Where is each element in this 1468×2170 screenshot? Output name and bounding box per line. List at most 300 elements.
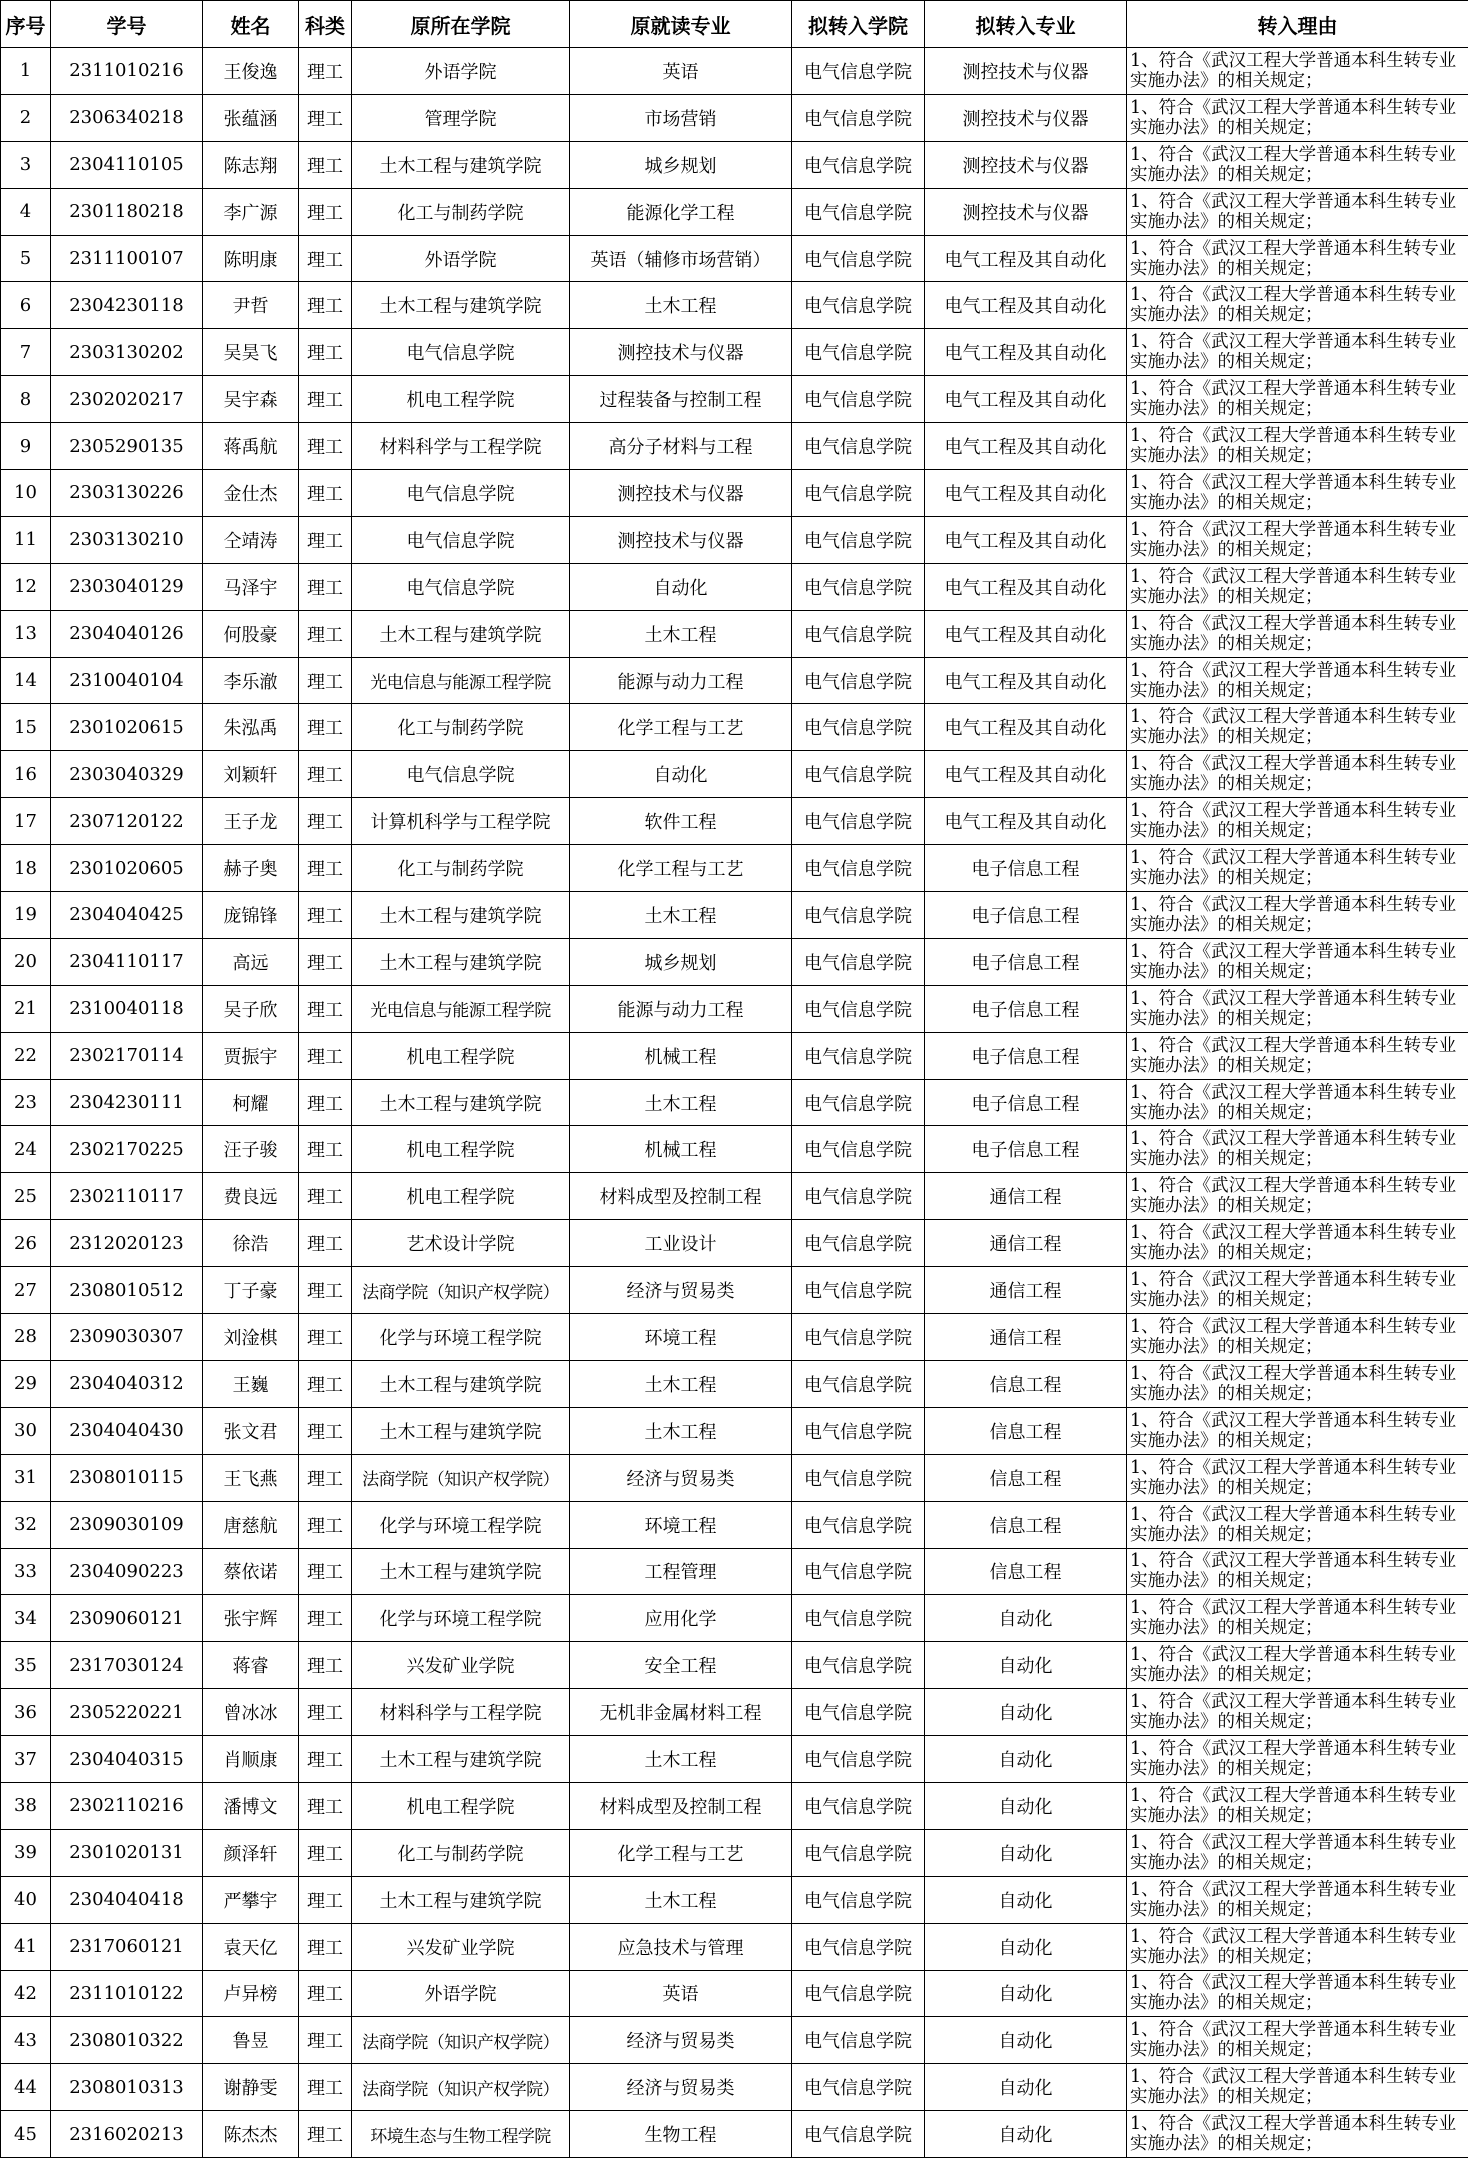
cell-name: 吴昊飞 (203, 329, 299, 376)
cell-to-college: 电气信息学院 (792, 1642, 925, 1689)
cell-category: 理工 (299, 48, 352, 95)
cell-name: 唐慈航 (203, 1501, 299, 1548)
cell-to-major: 电气工程及其自动化 (925, 329, 1127, 376)
cell-from-college: 化工与制药学院 (352, 188, 570, 235)
cell-to-major: 电子信息工程 (925, 938, 1127, 985)
cell-from-college: 土木工程与建筑学院 (352, 1360, 570, 1407)
cell-name: 潘博文 (203, 1782, 299, 1829)
cell-from-college: 外语学院 (352, 1970, 570, 2017)
cell-to-college: 电气信息学院 (792, 1595, 925, 1642)
cell-from-major: 经济与贸易类 (570, 1454, 792, 1501)
cell-reason: 1、符合《武汉工程大学普通本科生转专业实施办法》的相关规定； (1127, 94, 1468, 141)
cell-reason: 1、符合《武汉工程大学普通本科生转专业实施办法》的相关规定； (1127, 563, 1468, 610)
table-row (1, 1454, 1468, 1501)
cell-category: 理工 (299, 329, 352, 376)
cell-from-college: 材料科学与工程学院 (352, 423, 570, 470)
cell-student-id: 2308010322 (51, 2017, 203, 2064)
table-row (1, 845, 1468, 892)
cell-from-college: 法商学院（知识产权学院） (352, 2064, 570, 2111)
header-student-id: 学号 (51, 1, 203, 48)
cell-student-id: 2304110105 (51, 141, 203, 188)
cell-reason: 1、符合《武汉工程大学普通本科生转专业实施办法》的相关规定； (1127, 845, 1468, 892)
cell-reason: 1、符合《武汉工程大学普通本科生转专业实施办法》的相关规定； (1127, 329, 1468, 376)
cell-to-major: 自动化 (925, 1923, 1127, 1970)
cell-category: 理工 (299, 1689, 352, 1736)
cell-from-major: 英语（辅修市场营销） (570, 235, 792, 282)
cell-from-college: 机电工程学院 (352, 376, 570, 423)
table-row (1, 657, 1468, 704)
cell-to-major: 电气工程及其自动化 (925, 798, 1127, 845)
cell-no: 19 (1, 892, 51, 939)
cell-student-id: 2305220221 (51, 1689, 203, 1736)
cell-to-college: 电气信息学院 (792, 329, 925, 376)
cell-reason: 1、符合《武汉工程大学普通本科生转专业实施办法》的相关规定； (1127, 985, 1468, 1032)
cell-student-id: 2311010122 (51, 1970, 203, 2017)
cell-reason: 1、符合《武汉工程大学普通本科生转专业实施办法》的相关规定； (1127, 1454, 1468, 1501)
table-row (1, 704, 1468, 751)
cell-to-major: 电气工程及其自动化 (925, 751, 1127, 798)
cell-to-college: 电气信息学院 (792, 470, 925, 517)
cell-from-major: 土木工程 (570, 610, 792, 657)
cell-from-major: 工业设计 (570, 1220, 792, 1267)
cell-to-college: 电气信息学院 (792, 1454, 925, 1501)
cell-category: 理工 (299, 751, 352, 798)
cell-student-id: 2311100107 (51, 235, 203, 282)
header-from-college: 原所在学院 (352, 1, 570, 48)
cell-no: 2 (1, 94, 51, 141)
cell-from-major: 自动化 (570, 563, 792, 610)
cell-from-major: 应用化学 (570, 1595, 792, 1642)
cell-name: 王俊逸 (203, 48, 299, 95)
table-row (1, 1267, 1468, 1314)
cell-student-id: 2304040126 (51, 610, 203, 657)
cell-from-college: 电气信息学院 (352, 329, 570, 376)
cell-no: 18 (1, 845, 51, 892)
cell-from-college: 化工与制药学院 (352, 704, 570, 751)
cell-from-college: 土木工程与建筑学院 (352, 1407, 570, 1454)
cell-reason: 1、符合《武汉工程大学普通本科生转专业实施办法》的相关规定； (1127, 423, 1468, 470)
cell-from-major: 土木工程 (570, 1736, 792, 1783)
cell-name: 蒋睿 (203, 1642, 299, 1689)
cell-from-major: 材料成型及控制工程 (570, 1173, 792, 1220)
cell-to-major: 信息工程 (925, 1501, 1127, 1548)
cell-student-id: 2306340218 (51, 94, 203, 141)
cell-reason: 1、符合《武汉工程大学普通本科生转专业实施办法》的相关规定； (1127, 235, 1468, 282)
cell-from-college: 材料科学与工程学院 (352, 1689, 570, 1736)
table-row (1, 1829, 1468, 1876)
header-from-major: 原就读专业 (570, 1, 792, 48)
cell-student-id: 2308010512 (51, 1267, 203, 1314)
cell-category: 理工 (299, 563, 352, 610)
cell-category: 理工 (299, 94, 352, 141)
cell-from-college: 兴发矿业学院 (352, 1642, 570, 1689)
cell-from-major: 应急技术与管理 (570, 1923, 792, 1970)
cell-to-college: 电气信息学院 (792, 423, 925, 470)
cell-reason: 1、符合《武汉工程大学普通本科生转专业实施办法》的相关规定； (1127, 1407, 1468, 1454)
cell-to-college: 电气信息学院 (792, 1970, 925, 2017)
cell-to-major: 通信工程 (925, 1220, 1127, 1267)
table-row (1, 985, 1468, 1032)
cell-no: 42 (1, 1970, 51, 2017)
table-row (1, 516, 1468, 563)
cell-category: 理工 (299, 657, 352, 704)
cell-student-id: 2308010115 (51, 1454, 203, 1501)
cell-from-college: 化学与环境工程学院 (352, 1501, 570, 1548)
cell-category: 理工 (299, 1407, 352, 1454)
cell-to-major: 自动化 (925, 1736, 1127, 1783)
table-row (1, 1689, 1468, 1736)
cell-category: 理工 (299, 1642, 352, 1689)
cell-to-college: 电气信息学院 (792, 1173, 925, 1220)
cell-to-college: 电气信息学院 (792, 1360, 925, 1407)
cell-reason: 1、符合《武汉工程大学普通本科生转专业实施办法》的相关规定； (1127, 1642, 1468, 1689)
table-row (1, 141, 1468, 188)
cell-name: 王子龙 (203, 798, 299, 845)
cell-from-major: 机械工程 (570, 1032, 792, 1079)
cell-category: 理工 (299, 1032, 352, 1079)
cell-student-id: 2312020123 (51, 1220, 203, 1267)
cell-to-college: 电气信息学院 (792, 1736, 925, 1783)
cell-from-college: 机电工程学院 (352, 1782, 570, 1829)
cell-category: 理工 (299, 282, 352, 329)
cell-from-college: 法商学院（知识产权学院） (352, 1267, 570, 1314)
table-row (1, 1079, 1468, 1126)
cell-name: 陈志翔 (203, 141, 299, 188)
cell-no: 35 (1, 1642, 51, 1689)
cell-to-college: 电气信息学院 (792, 751, 925, 798)
cell-reason: 1、符合《武汉工程大学普通本科生转专业实施办法》的相关规定； (1127, 1782, 1468, 1829)
cell-from-major: 自动化 (570, 751, 792, 798)
cell-to-college: 电气信息学院 (792, 1126, 925, 1173)
cell-from-college: 艺术设计学院 (352, 1220, 570, 1267)
table-row (1, 94, 1468, 141)
cell-from-major: 过程装备与控制工程 (570, 376, 792, 423)
cell-student-id: 2303130226 (51, 470, 203, 517)
cell-student-id: 2301020131 (51, 1829, 203, 1876)
table-row (1, 1923, 1468, 1970)
cell-from-major: 生物工程 (570, 2111, 792, 2158)
cell-from-major: 化学工程与工艺 (570, 704, 792, 751)
table-row (1, 329, 1468, 376)
cell-category: 理工 (299, 1595, 352, 1642)
table-row (1, 563, 1468, 610)
table-row (1, 2064, 1468, 2111)
cell-name: 徐浩 (203, 1220, 299, 1267)
cell-no: 29 (1, 1360, 51, 1407)
cell-student-id: 2303040329 (51, 751, 203, 798)
cell-student-id: 2302170114 (51, 1032, 203, 1079)
cell-reason: 1、符合《武汉工程大学普通本科生转专业实施办法》的相关规定； (1127, 2064, 1468, 2111)
cell-from-college: 外语学院 (352, 48, 570, 95)
cell-no: 22 (1, 1032, 51, 1079)
cell-reason: 1、符合《武汉工程大学普通本科生转专业实施办法》的相关规定； (1127, 2017, 1468, 2064)
cell-reason: 1、符合《武汉工程大学普通本科生转专业实施办法》的相关规定； (1127, 282, 1468, 329)
cell-from-college: 光电信息与能源工程学院 (352, 657, 570, 704)
cell-category: 理工 (299, 1314, 352, 1361)
table-row (1, 1736, 1468, 1783)
cell-from-major: 环境工程 (570, 1314, 792, 1361)
cell-name: 蒋禹航 (203, 423, 299, 470)
cell-to-major: 信息工程 (925, 1548, 1127, 1595)
cell-from-college: 土木工程与建筑学院 (352, 282, 570, 329)
cell-name: 吴子欣 (203, 985, 299, 1032)
cell-to-major: 电子信息工程 (925, 892, 1127, 939)
cell-student-id: 2309030109 (51, 1501, 203, 1548)
cell-reason: 1、符合《武汉工程大学普通本科生转专业实施办法》的相关规定； (1127, 1548, 1468, 1595)
table-row (1, 1220, 1468, 1267)
cell-reason: 1、符合《武汉工程大学普通本科生转专业实施办法》的相关规定； (1127, 1079, 1468, 1126)
cell-from-major: 环境工程 (570, 1501, 792, 1548)
cell-reason: 1、符合《武汉工程大学普通本科生转专业实施办法》的相关规定； (1127, 2111, 1468, 2158)
cell-no: 15 (1, 704, 51, 751)
table-row (1, 1595, 1468, 1642)
cell-student-id: 2304040430 (51, 1407, 203, 1454)
cell-from-major: 测控技术与仪器 (570, 516, 792, 563)
cell-no: 45 (1, 2111, 51, 2158)
cell-name: 汪子骏 (203, 1126, 299, 1173)
cell-name: 张宇辉 (203, 1595, 299, 1642)
cell-student-id: 2302110117 (51, 1173, 203, 1220)
cell-to-major: 电气工程及其自动化 (925, 376, 1127, 423)
cell-to-major: 测控技术与仪器 (925, 188, 1127, 235)
cell-to-major: 自动化 (925, 1829, 1127, 1876)
cell-category: 理工 (299, 2017, 352, 2064)
cell-from-major: 机械工程 (570, 1126, 792, 1173)
cell-from-major: 能源与动力工程 (570, 985, 792, 1032)
table-row (1, 1360, 1468, 1407)
cell-from-college: 兴发矿业学院 (352, 1923, 570, 1970)
cell-reason: 1、符合《武汉工程大学普通本科生转专业实施办法》的相关规定； (1127, 1829, 1468, 1876)
cell-category: 理工 (299, 892, 352, 939)
cell-to-college: 电气信息学院 (792, 938, 925, 985)
cell-no: 44 (1, 2064, 51, 2111)
cell-name: 贾振宇 (203, 1032, 299, 1079)
cell-name: 陈明康 (203, 235, 299, 282)
cell-from-college: 化学与环境工程学院 (352, 1314, 570, 1361)
cell-to-major: 电气工程及其自动化 (925, 282, 1127, 329)
cell-student-id: 2301020605 (51, 845, 203, 892)
cell-from-college: 化学与环境工程学院 (352, 1595, 570, 1642)
cell-from-major: 土木工程 (570, 1407, 792, 1454)
cell-from-major: 土木工程 (570, 282, 792, 329)
table-row (1, 282, 1468, 329)
cell-from-major: 无机非金属材料工程 (570, 1689, 792, 1736)
cell-from-college: 法商学院（知识产权学院） (352, 1454, 570, 1501)
cell-no: 11 (1, 516, 51, 563)
cell-to-college: 电气信息学院 (792, 798, 925, 845)
cell-category: 理工 (299, 1829, 352, 1876)
table-row (1, 423, 1468, 470)
cell-name: 仝靖涛 (203, 516, 299, 563)
cell-to-college: 电气信息学院 (792, 235, 925, 282)
cell-category: 理工 (299, 1876, 352, 1923)
cell-to-major: 电子信息工程 (925, 1032, 1127, 1079)
cell-name: 严攀宇 (203, 1876, 299, 1923)
cell-name: 刘颖轩 (203, 751, 299, 798)
cell-to-college: 电气信息学院 (792, 2064, 925, 2111)
cell-reason: 1、符合《武汉工程大学普通本科生转专业实施办法》的相关规定； (1127, 376, 1468, 423)
cell-to-college: 电气信息学院 (792, 985, 925, 1032)
cell-from-college: 环境生态与生物工程学院 (352, 2111, 570, 2158)
cell-from-college: 机电工程学院 (352, 1126, 570, 1173)
cell-from-major: 经济与贸易类 (570, 1267, 792, 1314)
cell-from-college: 化工与制药学院 (352, 1829, 570, 1876)
cell-category: 理工 (299, 2064, 352, 2111)
cell-from-major: 城乡规划 (570, 938, 792, 985)
cell-category: 理工 (299, 376, 352, 423)
cell-from-college: 管理学院 (352, 94, 570, 141)
cell-name: 袁天亿 (203, 1923, 299, 1970)
table-row (1, 188, 1468, 235)
cell-to-major: 通信工程 (925, 1314, 1127, 1361)
cell-category: 理工 (299, 845, 352, 892)
table-row (1, 2017, 1468, 2064)
cell-to-major: 自动化 (925, 1970, 1127, 2017)
cell-no: 31 (1, 1454, 51, 1501)
cell-name: 金仕杰 (203, 470, 299, 517)
cell-from-major: 市场营销 (570, 94, 792, 141)
cell-from-college: 土木工程与建筑学院 (352, 1548, 570, 1595)
cell-to-major: 自动化 (925, 1642, 1127, 1689)
cell-to-college: 电气信息学院 (792, 610, 925, 657)
cell-name: 鲁昱 (203, 2017, 299, 2064)
cell-student-id: 2308010313 (51, 2064, 203, 2111)
cell-to-college: 电气信息学院 (792, 1220, 925, 1267)
cell-from-major: 高分子材料与工程 (570, 423, 792, 470)
cell-name: 吴宇森 (203, 376, 299, 423)
cell-student-id: 2302110216 (51, 1782, 203, 1829)
cell-reason: 1、符合《武汉工程大学普通本科生转专业实施办法》的相关规定； (1127, 704, 1468, 751)
cell-from-major: 土木工程 (570, 1079, 792, 1126)
cell-no: 13 (1, 610, 51, 657)
cell-no: 5 (1, 235, 51, 282)
cell-name: 尹哲 (203, 282, 299, 329)
cell-name: 张文君 (203, 1407, 299, 1454)
cell-from-college: 土木工程与建筑学院 (352, 938, 570, 985)
cell-name: 费良远 (203, 1173, 299, 1220)
cell-to-college: 电气信息学院 (792, 48, 925, 95)
cell-name: 李乐澈 (203, 657, 299, 704)
cell-from-college: 电气信息学院 (352, 516, 570, 563)
cell-student-id: 2304090223 (51, 1548, 203, 1595)
cell-name: 王巍 (203, 1360, 299, 1407)
cell-to-major: 电气工程及其自动化 (925, 235, 1127, 282)
cell-name: 颜泽轩 (203, 1829, 299, 1876)
cell-category: 理工 (299, 516, 352, 563)
cell-to-major: 测控技术与仪器 (925, 94, 1127, 141)
cell-to-major: 电气工程及其自动化 (925, 516, 1127, 563)
cell-name: 李广源 (203, 188, 299, 235)
cell-category: 理工 (299, 1360, 352, 1407)
cell-category: 理工 (299, 1501, 352, 1548)
cell-from-college: 电气信息学院 (352, 751, 570, 798)
cell-no: 23 (1, 1079, 51, 1126)
cell-from-college: 土木工程与建筑学院 (352, 892, 570, 939)
cell-from-college: 土木工程与建筑学院 (352, 1876, 570, 1923)
cell-to-major: 电气工程及其自动化 (925, 704, 1127, 751)
cell-to-college: 电气信息学院 (792, 563, 925, 610)
cell-to-college: 电气信息学院 (792, 704, 925, 751)
table-row (1, 798, 1468, 845)
cell-category: 理工 (299, 798, 352, 845)
table-row (1, 470, 1468, 517)
cell-to-college: 电气信息学院 (792, 1782, 925, 1829)
cell-to-major: 电子信息工程 (925, 1126, 1127, 1173)
cell-no: 1 (1, 48, 51, 95)
table-row (1, 1876, 1468, 1923)
cell-to-major: 测控技术与仪器 (925, 48, 1127, 95)
table-row (1, 376, 1468, 423)
cell-to-major: 自动化 (925, 1782, 1127, 1829)
cell-student-id: 2304040315 (51, 1736, 203, 1783)
cell-reason: 1、符合《武汉工程大学普通本科生转专业实施办法》的相关规定； (1127, 1689, 1468, 1736)
cell-reason: 1、符合《武汉工程大学普通本科生转专业实施办法》的相关规定； (1127, 1173, 1468, 1220)
cell-category: 理工 (299, 1126, 352, 1173)
cell-no: 38 (1, 1782, 51, 1829)
cell-no: 16 (1, 751, 51, 798)
cell-to-college: 电气信息学院 (792, 1501, 925, 1548)
cell-reason: 1、符合《武汉工程大学普通本科生转专业实施办法》的相关规定； (1127, 1267, 1468, 1314)
cell-to-major: 电气工程及其自动化 (925, 423, 1127, 470)
cell-reason: 1、符合《武汉工程大学普通本科生转专业实施办法》的相关规定； (1127, 141, 1468, 188)
cell-from-major: 土木工程 (570, 1360, 792, 1407)
cell-to-major: 测控技术与仪器 (925, 141, 1127, 188)
cell-to-college: 电气信息学院 (792, 845, 925, 892)
cell-no: 33 (1, 1548, 51, 1595)
cell-from-major: 经济与贸易类 (570, 2064, 792, 2111)
cell-no: 21 (1, 985, 51, 1032)
table-row (1, 1642, 1468, 1689)
cell-to-college: 电气信息学院 (792, 2017, 925, 2064)
cell-from-college: 机电工程学院 (352, 1032, 570, 1079)
cell-name: 陈杰杰 (203, 2111, 299, 2158)
header-reason: 转入理由 (1127, 1, 1468, 48)
cell-to-major: 自动化 (925, 2017, 1127, 2064)
cell-student-id: 2305290135 (51, 423, 203, 470)
cell-reason: 1、符合《武汉工程大学普通本科生转专业实施办法》的相关规定； (1127, 1126, 1468, 1173)
cell-to-major: 自动化 (925, 1876, 1127, 1923)
cell-name: 王飞燕 (203, 1454, 299, 1501)
cell-no: 12 (1, 563, 51, 610)
header-no: 序号 (1, 1, 51, 48)
cell-category: 理工 (299, 1923, 352, 1970)
cell-no: 6 (1, 282, 51, 329)
table-row (1, 1501, 1468, 1548)
cell-to-major: 电子信息工程 (925, 1079, 1127, 1126)
cell-no: 24 (1, 1126, 51, 1173)
cell-student-id: 2309060121 (51, 1595, 203, 1642)
cell-to-college: 电气信息学院 (792, 1689, 925, 1736)
cell-category: 理工 (299, 1079, 352, 1126)
header-to-major: 拟转入专业 (925, 1, 1127, 48)
table-row (1, 1314, 1468, 1361)
cell-to-major: 信息工程 (925, 1407, 1127, 1454)
cell-from-college: 计算机科学与工程学院 (352, 798, 570, 845)
cell-name: 卢异榜 (203, 1970, 299, 2017)
cell-student-id: 2304110117 (51, 938, 203, 985)
cell-student-id: 2316020213 (51, 2111, 203, 2158)
cell-name: 朱泓禹 (203, 704, 299, 751)
cell-to-college: 电气信息学院 (792, 94, 925, 141)
cell-from-major: 土木工程 (570, 892, 792, 939)
cell-student-id: 2310040118 (51, 985, 203, 1032)
cell-from-major: 化学工程与工艺 (570, 845, 792, 892)
table-row (1, 1970, 1468, 2017)
cell-student-id: 2309030307 (51, 1314, 203, 1361)
cell-no: 37 (1, 1736, 51, 1783)
table-row (1, 892, 1468, 939)
cell-no: 39 (1, 1829, 51, 1876)
